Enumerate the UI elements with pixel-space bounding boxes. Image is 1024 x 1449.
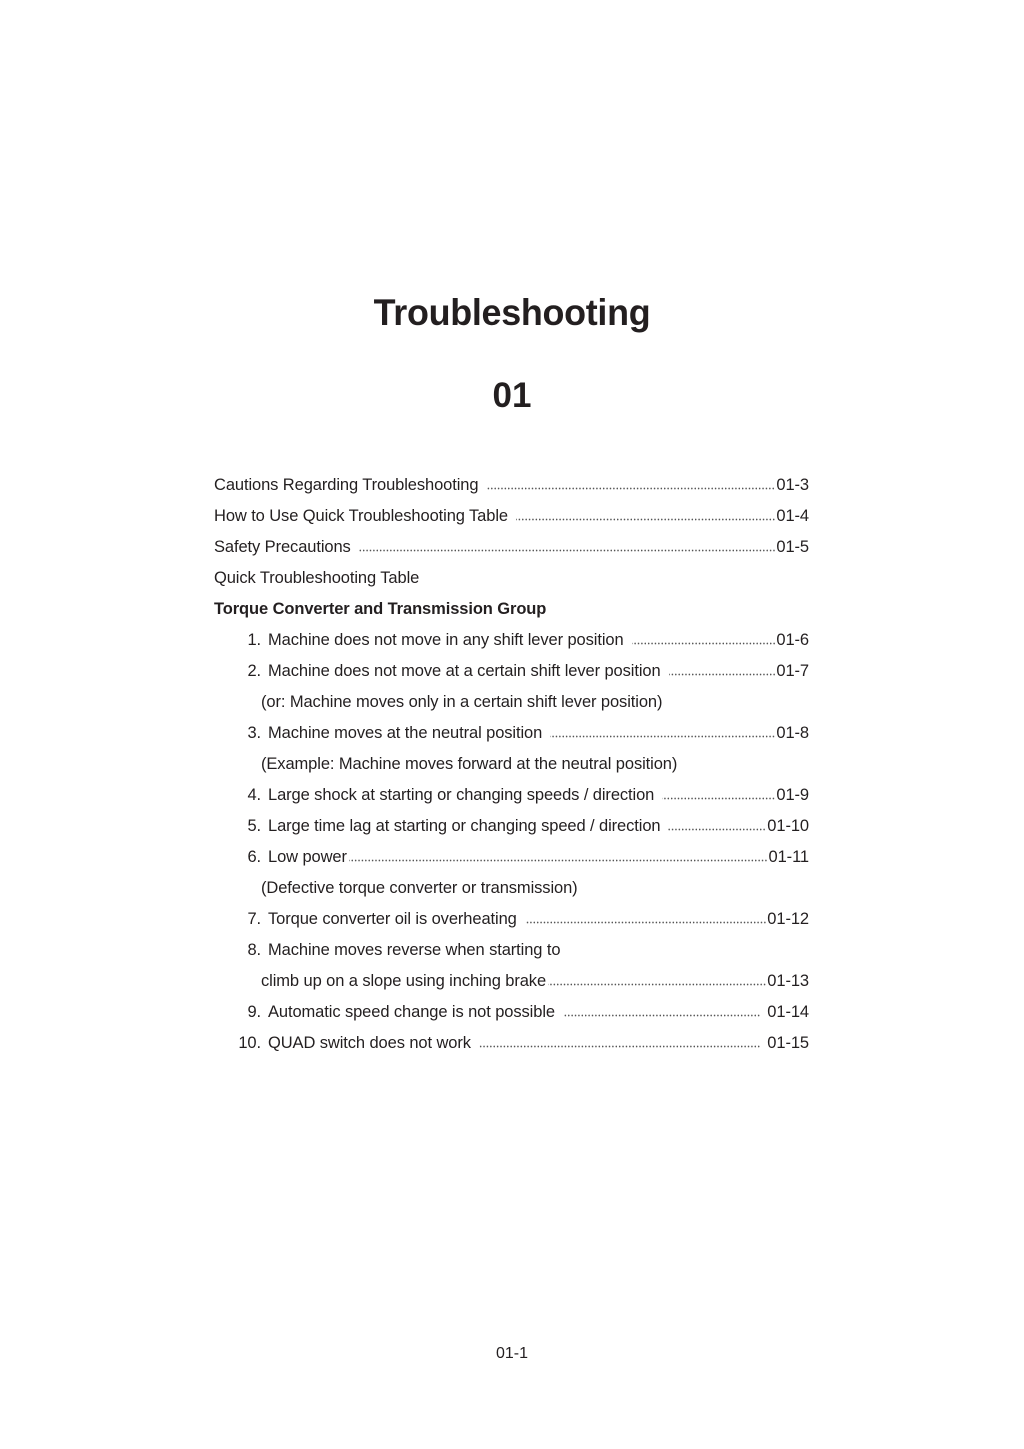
item-number — [214, 817, 261, 836]
item-label: Torque converter oil is overheating — [268, 910, 517, 928]
item-label: Machine moves at the neutral position — [268, 724, 543, 742]
item-page: 01-12 — [767, 910, 809, 928]
item-number-text: 7. — [247, 910, 261, 928]
dot-leader — [525, 921, 767, 924]
toc-entry-page: 01-4 — [776, 507, 809, 525]
item-page: 01-7 — [776, 662, 809, 680]
toc-item-note — [214, 873, 809, 904]
dot-leader — [548, 983, 766, 986]
item-number — [214, 910, 261, 929]
item-label: Automatic speed change is not possible — [268, 1003, 555, 1021]
dot-leader — [662, 797, 775, 800]
toc-entry-label: Cautions Regarding Troubleshooting — [214, 476, 479, 494]
toc-entry-page: 01-5 — [776, 538, 809, 556]
dot-leader — [479, 1045, 760, 1048]
item-note: (or: Machine moves only in a certain shift lever position) — [261, 693, 663, 711]
item-note: (Defective torque converter or transmission) — [261, 879, 578, 897]
item-number-text: 9. — [247, 1003, 261, 1021]
item-page: 01-11 — [768, 848, 809, 866]
item-number-text: 1. — [247, 631, 261, 649]
item-number-text: 10. — [238, 1034, 261, 1052]
item-note: (Example: Machine moves forward at the neutral position) — [261, 755, 678, 773]
item-number — [214, 786, 261, 805]
dot-leader — [359, 549, 776, 552]
toc-item[interactable] — [214, 811, 809, 842]
item-page: 01-15 — [767, 1034, 809, 1052]
page-number: 01-1 — [495, 1345, 529, 1362]
toc-entry-label: How to Use Quick Troubleshooting Table — [214, 507, 508, 525]
toc-item-note — [214, 749, 809, 780]
toc-item[interactable] — [214, 935, 809, 966]
toc-item[interactable] — [214, 718, 809, 749]
item-number — [214, 1034, 261, 1053]
item-number — [214, 662, 261, 681]
dot-leader — [550, 735, 775, 738]
item-number-text: 4. — [247, 786, 261, 804]
item-label: QUAD switch does not work — [268, 1034, 471, 1052]
toc-item[interactable] — [214, 625, 809, 656]
toc-item-continuation[interactable] — [214, 966, 809, 997]
item-label-continuation: climb up on a slope using inching brake — [261, 972, 547, 990]
item-number-text: 8. — [247, 941, 261, 959]
item-page: 01-14 — [767, 1003, 809, 1021]
group-heading-label: Torque Converter and Transmission Group — [214, 600, 547, 618]
dot-leader — [486, 487, 775, 490]
toc-entry[interactable] — [214, 563, 809, 594]
toc-entry[interactable] — [214, 532, 809, 563]
toc-item[interactable] — [214, 904, 809, 935]
toc-group-heading — [214, 594, 809, 625]
item-page: 01-10 — [767, 817, 809, 835]
item-label: Large time lag at starting or changing speed / direction — [268, 817, 661, 835]
dot-leader — [669, 673, 776, 676]
dot-leader — [563, 1014, 760, 1017]
dot-leader — [349, 859, 768, 862]
toc-item[interactable] — [214, 997, 809, 1028]
toc-entry[interactable] — [214, 470, 809, 501]
dot-leader — [632, 642, 776, 645]
toc-item[interactable] — [214, 780, 809, 811]
item-label: Machine does not move at a certain shift lever position — [268, 662, 661, 680]
item-page: 01-13 — [767, 972, 809, 990]
toc-entry-label: Safety Precautions — [214, 538, 351, 556]
item-number — [214, 941, 261, 960]
item-number — [214, 1003, 261, 1022]
item-number-text: 3. — [247, 724, 261, 742]
toc-item[interactable] — [214, 656, 809, 687]
item-page: 01-6 — [776, 631, 809, 649]
page-title: Troubleshooting — [373, 292, 651, 333]
item-number — [214, 848, 261, 867]
item-number-text: 2. — [247, 662, 261, 680]
dot-leader — [516, 518, 775, 521]
toc-item[interactable] — [214, 842, 809, 873]
item-label: Large shock at starting or changing speeds / direction — [268, 786, 655, 804]
toc-item[interactable] — [214, 1028, 809, 1059]
table-of-contents — [214, 470, 809, 1059]
item-label: Machine moves reverse when starting to — [268, 941, 561, 959]
item-number — [214, 631, 261, 650]
dot-leader — [668, 828, 766, 831]
item-page: 01-8 — [776, 724, 809, 742]
toc-entry-label: Quick Troubleshooting Table — [214, 569, 420, 587]
item-label: Low power — [268, 848, 347, 866]
chapter-number: 01 — [492, 376, 532, 415]
item-number — [214, 724, 261, 743]
item-number-text: 6. — [247, 848, 261, 866]
item-page: 01-9 — [776, 786, 809, 804]
item-label: Machine does not move in any shift lever position — [268, 631, 624, 649]
toc-item-note — [214, 687, 809, 718]
toc-entry[interactable] — [214, 501, 809, 532]
toc-entry-page: 01-3 — [776, 476, 809, 494]
item-number-text: 5. — [247, 817, 261, 835]
